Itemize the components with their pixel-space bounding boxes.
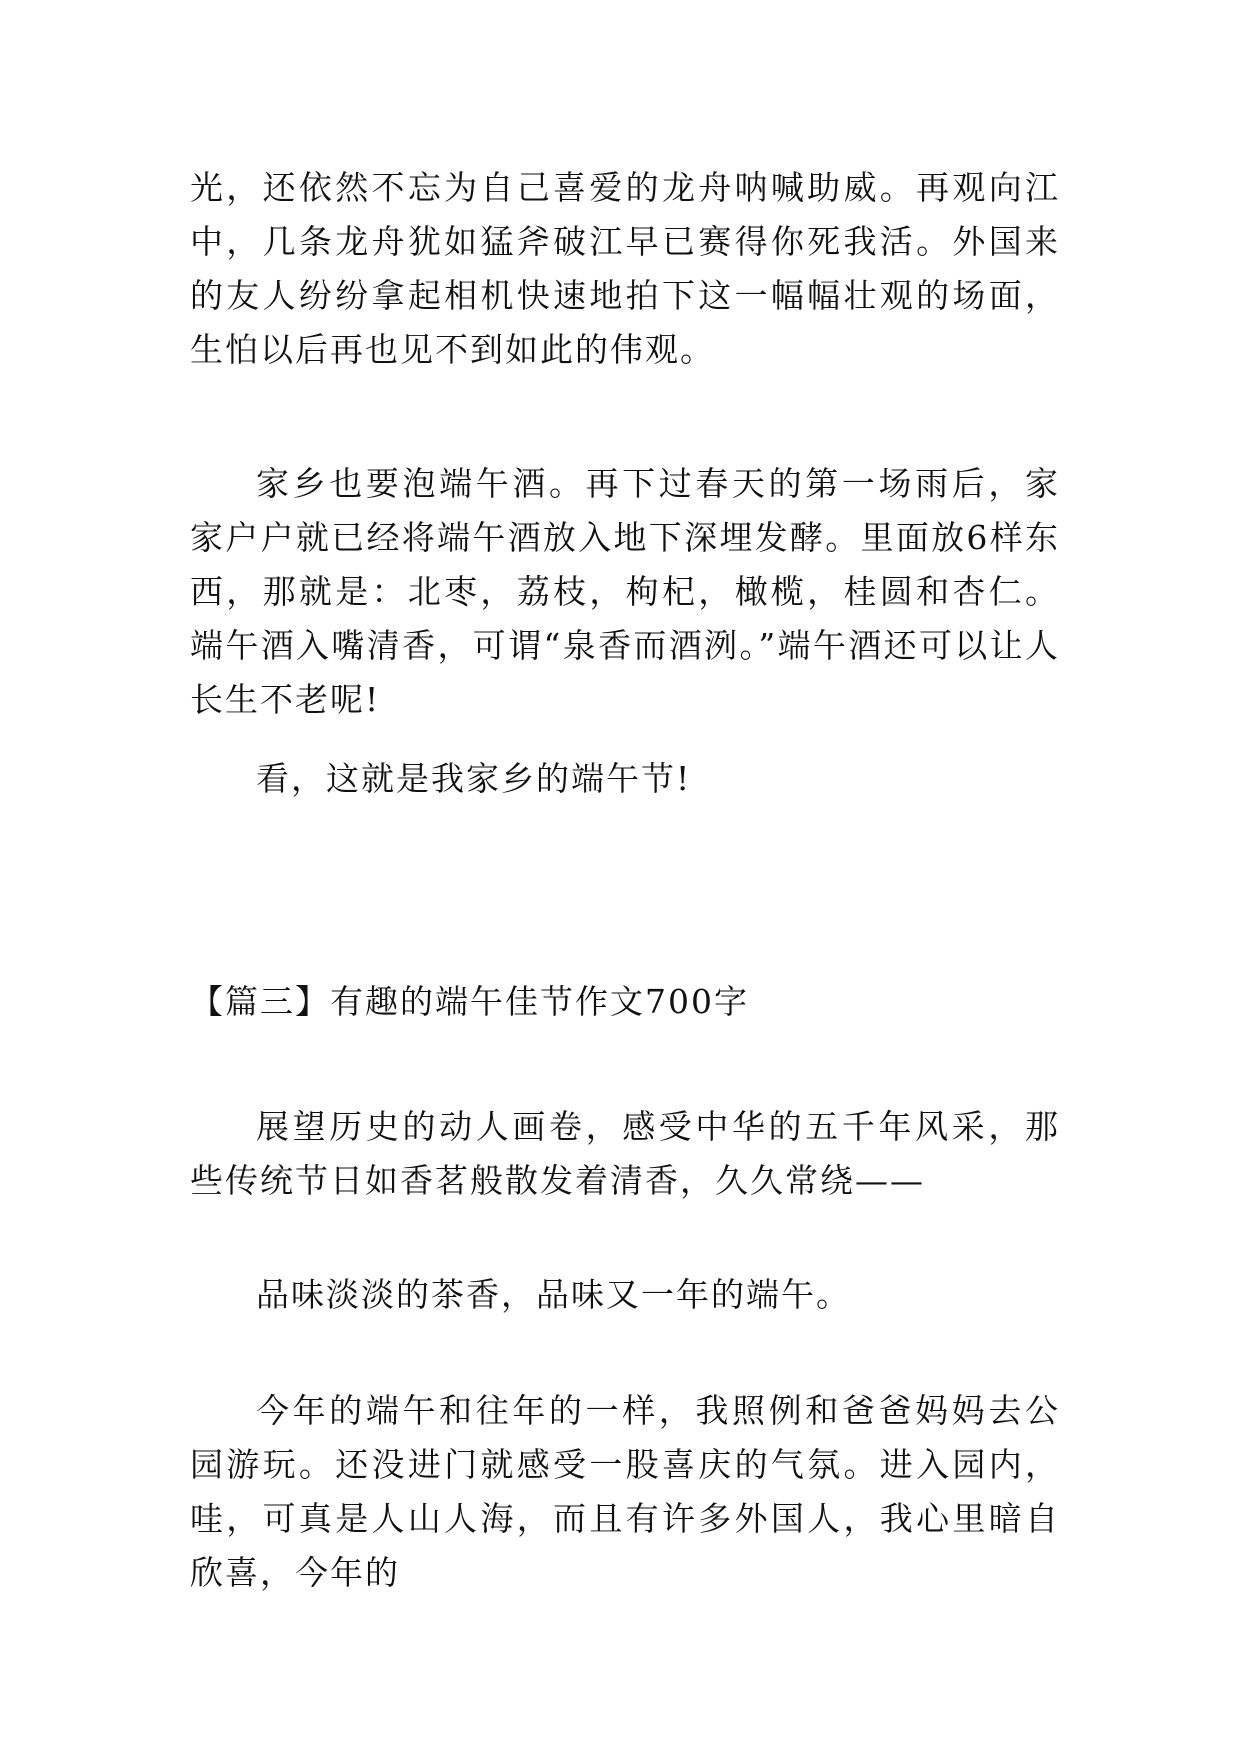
body-paragraph: 光，还依然不忘为自己喜爱的龙舟呐喊助威。再观向江中，几条龙舟犹如猛斧破江早已赛得你死我活。外国来的友人纷纷拿起相机快速地拍下这一幅幅壮观的场面，生怕以后再也见不到如此的伟观。 (190, 168, 1060, 369)
body-paragraph: 展望历史的动人画卷，感受中华的五千年风采，那些传统节日如香茗般散发着清香，久久常绕—— (190, 1107, 1060, 1200)
body-paragraph: 今年的端午和往年的一样，我照例和爸爸妈妈去公园游玩。还没进门就感受一股喜庆的气氛。进入园内，哇，可真是人山人海，而且有许多外国人，我心里暗自欣喜，今年的 (190, 1391, 1060, 1592)
body-paragraph: 品味淡淡的茶香，品味又一年的端午。 (256, 1275, 851, 1314)
body-paragraph: 看，这就是我家乡的端午节! (256, 759, 692, 798)
section-heading: 【篇三】有趣的端午佳节作文700字 (190, 982, 749, 1021)
body-paragraph: 家乡也要泡端午酒。再下过春天的第一场雨后，家家户户就已经将端午酒放入地下深埋发酵。里面放6样东西，那就是：北枣，荔枝，枸杞，橄榄，桂圆和杏仁。端午酒入嘴清香，可谓“泉香而酒洌。”端午酒还可以让人长生不老呢! (190, 464, 1060, 719)
